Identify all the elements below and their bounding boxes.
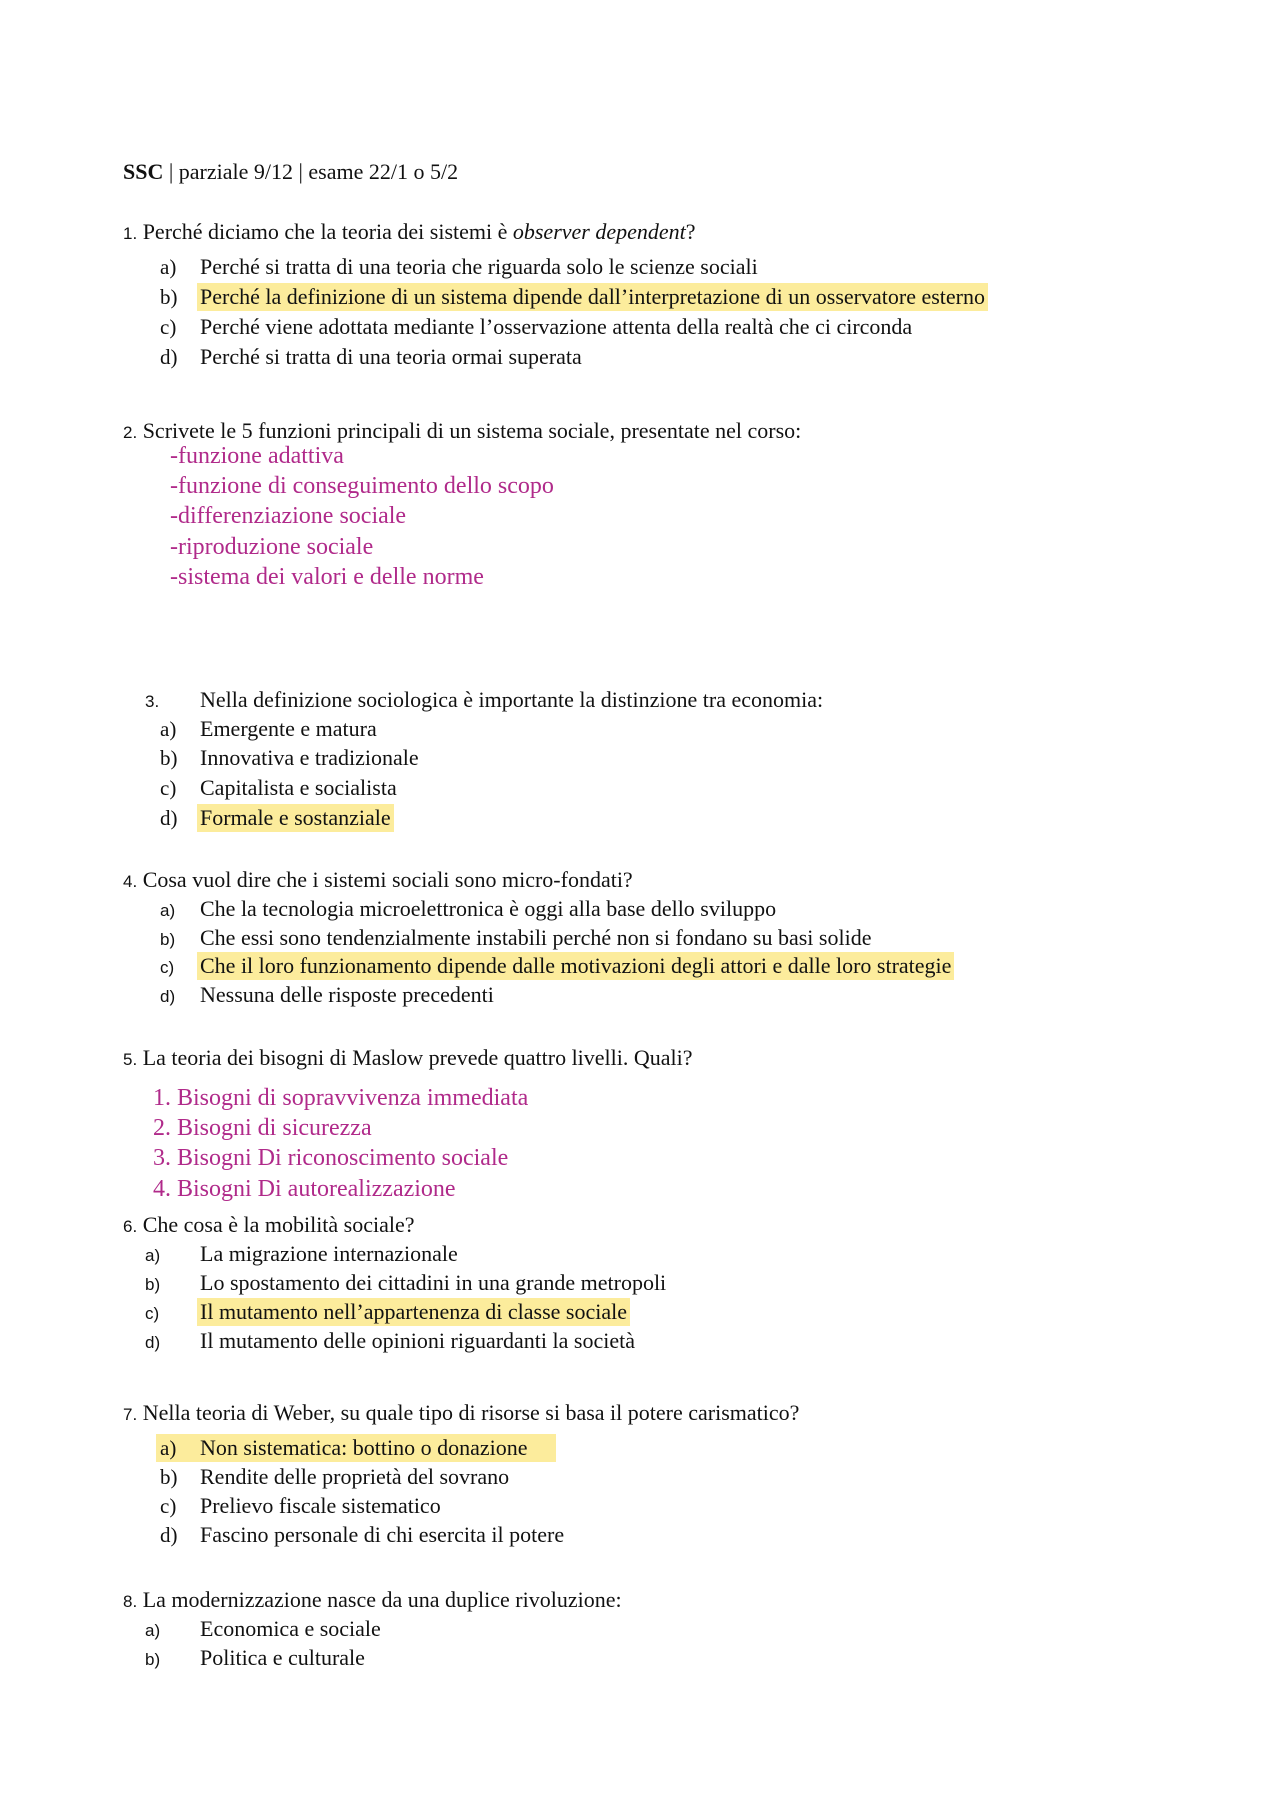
- q1-option-a: [160, 253, 176, 281]
- q4-option-d-text: Nessuna delle risposte precedenti: [200, 982, 494, 1007]
- question-number: 4.: [123, 872, 138, 891]
- question-7: [123, 1399, 799, 1429]
- q8-option-b-text: Politica e culturale: [200, 1645, 365, 1670]
- document-header: [123, 158, 458, 186]
- question-1: [123, 218, 696, 248]
- question-number: 8.: [123, 1592, 138, 1611]
- q7-option-b: b): [160, 1465, 178, 1489]
- question-3-text: Nella definizione sociologica è importante la distinzione tra economia:: [200, 687, 824, 712]
- option-letter: a): [160, 255, 177, 279]
- q8-option-b: b): [145, 1650, 161, 1669]
- q6-option-b-text: Lo spostamento dei cittadini in una grande metropoli: [200, 1270, 667, 1295]
- question-5: [123, 1044, 693, 1074]
- option-letter: d): [160, 345, 178, 369]
- question-text: Scrivete le 5 funzioni principali di un sistema sociale, presentate nel corso:: [142, 418, 802, 443]
- question-number: 2.: [123, 423, 138, 442]
- q7-option-d: d): [160, 1523, 178, 1547]
- q3-option-a: a): [160, 717, 177, 741]
- q2-answer-2: -funzione di conseguimento dello scopo: [170, 473, 554, 499]
- q7-option-d-text: Fascino personale di chi esercita il potere: [200, 1522, 565, 1547]
- question-number: 7.: [123, 1405, 138, 1424]
- q4-option-b: b): [160, 930, 176, 949]
- q3-option-b: b): [160, 746, 178, 770]
- q8-option-a: a): [145, 1621, 161, 1640]
- question-8: [123, 1586, 622, 1616]
- q2-answer-4: -riproduzione sociale: [170, 534, 374, 560]
- q1-option-c-text: Perché viene adottata mediante l’osservazione attenta della realtà che ci circonda: [200, 314, 913, 339]
- question-text: Nella teoria di Weber, su quale tipo di risorse si basa il potere carismatico?: [142, 1400, 800, 1425]
- question-text-emphasis: observer dependent: [512, 219, 686, 244]
- q7-option-a-text-highlighted: Non sistematica: bottino o donazione: [200, 1435, 528, 1460]
- q4-option-c-text-highlighted: Che il loro funzionamento dipende dalle motivazioni degli attori e dalle loro strategie: [197, 952, 954, 980]
- q2-answer-1: -funzione adattiva: [170, 443, 344, 469]
- q4-option-d: d): [160, 987, 176, 1006]
- question-3-number: 3.: [145, 692, 160, 711]
- q4-option-a-text: Che la tecnologia microelettronica è oggi alla base dello sviluppo: [200, 896, 777, 921]
- question-text-start: Perché diciamo che la teoria dei sistemi è: [142, 219, 513, 244]
- question-number: 5.: [123, 1050, 138, 1069]
- q4-option-a: a): [160, 901, 176, 920]
- q3-option-b-text: Innovativa e tradizionale: [200, 745, 419, 770]
- option-letter: b): [160, 285, 178, 309]
- option-letter: c): [160, 315, 177, 339]
- q7-option-c-text: Prelievo fiscale sistematico: [200, 1493, 441, 1518]
- q8-option-a-text: Economica e sociale: [200, 1616, 381, 1641]
- header-details: | parziale 9/12 | esame 22/1 o 5/2: [163, 159, 459, 184]
- question-text: Cosa vuol dire che i sistemi sociali sono micro-fondati?: [142, 867, 633, 892]
- question-6: [123, 1211, 415, 1241]
- q2-answer-3: -differenziazione sociale: [170, 503, 407, 529]
- q1-option-b: [160, 283, 178, 311]
- question-text-end: ?: [685, 219, 696, 244]
- q7-option-c: c): [160, 1494, 177, 1518]
- q6-option-b: b): [145, 1275, 161, 1294]
- q7-option-a: a): [160, 1436, 177, 1460]
- question-number: 6.: [123, 1217, 138, 1236]
- q4-option-c: c): [160, 958, 175, 977]
- q3-option-c-text: Capitalista e socialista: [200, 775, 397, 800]
- question-text: La teoria dei bisogni di Maslow prevede quattro livelli. Quali?: [142, 1045, 693, 1070]
- q6-option-a: a): [145, 1246, 161, 1265]
- question-text: La modernizzazione nasce da una duplice rivoluzione:: [142, 1587, 622, 1612]
- q3-option-d-text-highlighted: Formale e sostanziale: [197, 804, 394, 832]
- q3-option-d: d): [160, 806, 178, 830]
- q6-option-c: c): [145, 1304, 160, 1323]
- q5-answer-2: 2. Bisogni di sicurezza: [153, 1115, 372, 1141]
- course-code: SSC: [123, 159, 164, 184]
- q5-answer-4: 4. Bisogni Di autorealizzazione: [153, 1176, 456, 1202]
- q4-option-b-text: Che essi sono tendenzialmente instabili perché non si fondano su basi solide: [200, 925, 872, 950]
- q6-option-c-text-highlighted: Il mutamento nell’appartenenza di classe sociale: [197, 1298, 630, 1326]
- q1-option-c: [160, 313, 176, 341]
- q3-option-c: c): [160, 776, 177, 800]
- q6-option-d: d): [145, 1333, 161, 1352]
- q1-option-d: [160, 343, 178, 371]
- q2-answer-5: -sistema dei valori e delle norme: [170, 564, 484, 590]
- question-text: Che cosa è la mobilità sociale?: [142, 1212, 415, 1237]
- q3-option-a-text: Emergente e matura: [200, 716, 377, 741]
- q6-option-d-text: Il mutamento delle opinioni riguardanti la società: [200, 1328, 635, 1353]
- question-4: [123, 866, 633, 896]
- q7-option-b-text: Rendite delle proprietà del sovrano: [200, 1464, 510, 1489]
- q1-option-d-text: Perché si tratta di una teoria ormai superata: [200, 344, 582, 369]
- question-number: 1.: [123, 224, 138, 243]
- q6-option-a-text: La migrazione internazionale: [200, 1241, 458, 1266]
- q5-answer-1: 1. Bisogni di sopravvivenza immediata: [153, 1085, 529, 1111]
- q5-answer-3: 3. Bisogni Di riconoscimento sociale: [153, 1145, 509, 1171]
- q1-option-b-text-highlighted: Perché la definizione di un sistema dipende dall’interpretazione di un osservatore esterno: [197, 283, 988, 311]
- q1-option-a-text: Perché si tratta di una teoria che riguarda solo le scienze sociali: [200, 254, 758, 279]
